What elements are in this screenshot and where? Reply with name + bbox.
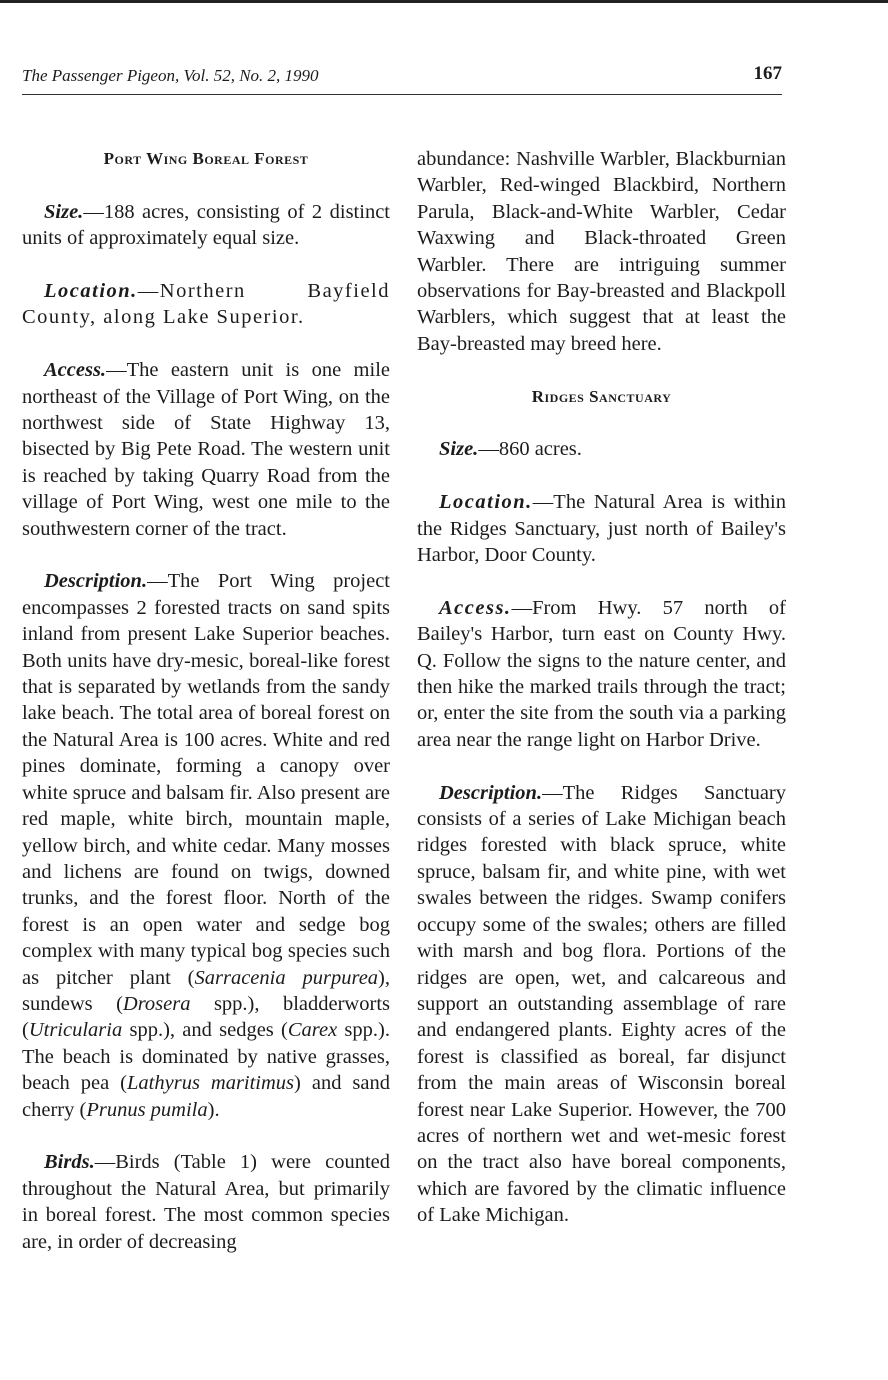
port-wing-birds-continued: abundance: Nashville Warbler, Blackburnian Warbler, Red-winged Blackbird, Northern Parula, Black-and-White Warbler, Cedar Waxwing and Black-throated Green Warbler. There are intriguing summer observations for Bay-breasted and Blackpoll Warblers, which suggest that at least the Bay-breasted may breed here.: [417, 148, 786, 355]
size-label: Size.: [439, 438, 479, 461]
size-label: Size.: [44, 200, 84, 223]
description-text: spp.). The beach is dominated by native grasses, beach pea (: [22, 1019, 390, 1095]
port-wing-location-paragraph: [22, 278, 390, 331]
description-label: Description.: [44, 570, 148, 593]
right-column: [417, 146, 786, 1255]
birds-label: Birds.: [44, 1151, 95, 1174]
port-wing-description-paragraph: [22, 568, 390, 1123]
description-label: Description.: [439, 781, 543, 804]
species-name: Lathyrus maritimus: [127, 1072, 295, 1095]
location-label: Location.: [44, 280, 138, 302]
size-text: —860 acres.: [478, 438, 582, 461]
top-border-rule: [0, 0, 888, 3]
size-text: —188 acres, consisting of 2 distinct units of approximately equal size.: [22, 200, 390, 250]
running-head: [22, 63, 782, 95]
section-title-ridges: Ridges Sanctuary: [531, 386, 672, 406]
species-name: Sarracenia purpurea: [194, 966, 379, 989]
species-name: Prunus pumila: [86, 1098, 208, 1121]
page-number: 167: [753, 63, 782, 84]
species-name: Carex: [287, 1019, 338, 1042]
left-column: [22, 146, 390, 1281]
access-label: Access.: [439, 596, 512, 619]
access-text: —The eastern unit is one mile northeast of the Village of Port Wing, on the northwest side of State Highway 13, bisected by Big Pete Road. The western unit is reached by taking Quarry Road from the village of Port Wing, west one mile to the southwestern corner of the tract.: [22, 359, 390, 540]
port-wing-birds-paragraph: [22, 1149, 390, 1255]
location-text: —The Natural Area is within the Ridges Sanctuary, just north of Bailey's Harbor, Door County.: [417, 491, 786, 567]
birds-text: —Birds (Table 1) were counted throughout the Natural Area, but primarily in boreal forest. The most common species are, in order of decreasing: [22, 1151, 390, 1253]
access-text: —From Hwy. 57 north of Bailey's Harbor, turn east on County Hwy. Q. Follow the signs to the nature center, and then hike the marked trails through the tract; or, enter the site from the south via a parking area near the range light on Harbor Drive.: [417, 596, 786, 751]
section-title-port-wing: Port Wing Boreal Forest: [103, 149, 309, 168]
species-name: Utricularia: [28, 1019, 123, 1042]
location-text: —Northern Bayfield County, along Lake Superior.: [22, 280, 390, 329]
ridges-location-paragraph: [417, 489, 786, 568]
description-text: —The Port Wing project encompasses 2 forested tracts on sand spits inland from present Lake Superior beaches. Both units have dry-mesic, boreal-like forest that is separated by wetlands from the sandy lake beach. The total area of boreal forest on the Natural Area is 100 acres. White and red pines dominate, forming a canopy over white spruce and balsam fir. Also present are red maple, white birch, mountain maple, yellow birch, and white cedar. Many mosses and lichens are found on twigs, downed trunks, and the forest floor. North of the forest is an open water and sedge bog complex with many typical bog species such as pitcher plant (: [22, 570, 390, 989]
location-label: Location.: [439, 491, 533, 514]
species-name: Drosera: [122, 992, 191, 1015]
description-text: spp.), and sedges (: [122, 1019, 288, 1042]
ridges-size-paragraph: [417, 436, 786, 462]
description-text: ) and sand cherry (: [22, 1072, 390, 1121]
ridges-description-paragraph: [417, 780, 786, 1229]
port-wing-size-paragraph: [22, 199, 390, 252]
ridges-access-paragraph: [417, 595, 786, 753]
description-text: ), sundews (: [22, 966, 390, 1015]
access-label: Access.: [44, 359, 107, 382]
description-text: —The Ridges Sanctuary consists of a series of Lake Michigan beach ridges forested with black spruce, white spruce, balsam fir, and white pine, with wet swales between the ridges. Swamp conifers occupy some of the swales; others are filled with marsh and bog flora. Portions of the ridges are open, wet, and calcareous and support an outstanding assemblage of rare and endangered plants. Eighty acres of the forest is classified as boreal, far disjunct from the main areas of Wisconsin boreal forest near Lake Superior. However, the 700 acres of northern wet and wet-mesic forest on the tract also have boreal components, which are favored by the climatic influence of Lake Michigan.: [417, 781, 786, 1227]
description-text: ).: [207, 1098, 220, 1121]
port-wing-access-paragraph: [22, 357, 390, 542]
journal-citation: The Passenger Pigeon, Vol. 52, No. 2, 1990: [22, 66, 319, 85]
description-text: spp.), bladderworts (: [22, 992, 390, 1042]
